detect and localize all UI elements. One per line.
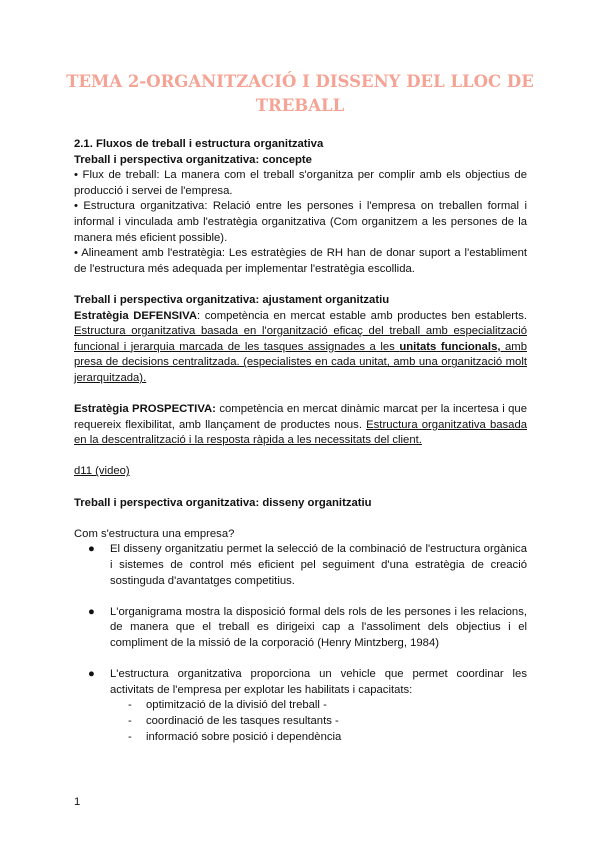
sub-list-item: - informació sobre posició i dependència <box>74 730 527 746</box>
defensive-text: : competència en mercat estable amb productes ben establerts. <box>197 309 527 322</box>
video-reference: d11 (video) <box>74 465 130 478</box>
prospective-label: Estratègia PROSPECTIVA: <box>74 403 216 416</box>
paragraph-defensiva <box>74 309 527 387</box>
paragraph-flux: • Flux de treball: La manera com el treball s'organitza per complir amb els objectius de producció i servei de l'empresa. <box>74 169 527 197</box>
subheading-ajustament: Treball i perspectiva organitzativa: ajustament organitzatiu <box>74 293 390 306</box>
defensive-label: Estratègia DEFENSIVA <box>74 309 198 322</box>
subheading-disseny: Treball i perspectiva organitzativa: disseny organitzatiu <box>74 496 372 509</box>
bullet-list <box>74 542 527 698</box>
section-heading: 2.1. Fluxos de treball i estructura organitzativa <box>74 138 324 150</box>
sub-list <box>74 698 527 745</box>
paragraph-estructura: • Estructura organitzativa: Relació entre les persones i l'empresa on treballen formal i informal i vinculada amb l'estratègia organitzativa (Com organitzem a les persones de la manera més eficient possible). <box>74 200 527 244</box>
defensive-underlined: Estructura organitzativa basada en l'organització eficaç del treball amb especialització funcional i jerarquia marcada de les tasques assignades a les <box>74 325 527 353</box>
list-item: ● L'estructura organitzativa proporciona un vehicle que permet coordinar les activitats de l'empresa per explotar les habilitats i capacitats: <box>88 668 527 696</box>
bullet-icon: ● <box>88 605 95 618</box>
question-text: Com s'estructura una empresa? <box>74 527 235 540</box>
defensive-bold: unitats funcionals, <box>399 340 501 353</box>
paragraph-prospectiva <box>74 402 527 449</box>
prospective-underlined: Estructura organitzativa basada en la descentralització i la resposta ràpida a les necessitats del client. <box>74 418 528 447</box>
defensive-underlined-2: amb presa de decisions centralitzada. (especialistes en cada unitat, amb una organització molt jerarquitzada). <box>74 340 527 384</box>
list-item: ● El disseny organitzatiu permet la selecció de la combinació de l'estructura orgànica i sistemes de control més eficient pel seguiment d'una estratègia de creació sostinguda d'avantatges competitius. <box>88 543 527 587</box>
dash-icon: - <box>128 730 132 743</box>
prospective-text: competència en mercat dinàmic marcat per la incertesa i que requereix flexibilitat, amb llançament de productes nous. <box>74 403 527 431</box>
subheading-concepte: Treball i perspectiva organitzativa: concepte <box>74 153 312 166</box>
document-title: TEMA 2-ORGANITZACIÓ I DISSENY DEL LLOC DE TREBALL <box>66 72 534 115</box>
sub-list-item: - optimització de la divisió del treball - <box>74 698 527 714</box>
paragraph-alineament: • Alineament amb l'estratègia: Les estratègies de RH han de donar suport a l'establiment de l'estructura més adequada per implementar l'estratègia escollida. <box>74 247 527 275</box>
dash-icon: - <box>128 699 132 712</box>
sub-list-item: - coordinació de les tasques resultants - <box>74 714 527 730</box>
document-body <box>74 137 527 745</box>
bullet-icon: ● <box>88 543 95 556</box>
list-item: ● L'organigrama mostra la disposició formal dels rols de les persones i les relacions, de manera que el treball es dirigeixi cap a l'assoliment dels objectius i el compliment de la missió de la corporació (Henry Mintzberg, 1984) <box>88 605 527 649</box>
bullet-icon: ● <box>88 668 95 681</box>
dash-icon: - <box>128 714 132 727</box>
page-number: 1 <box>74 796 81 808</box>
